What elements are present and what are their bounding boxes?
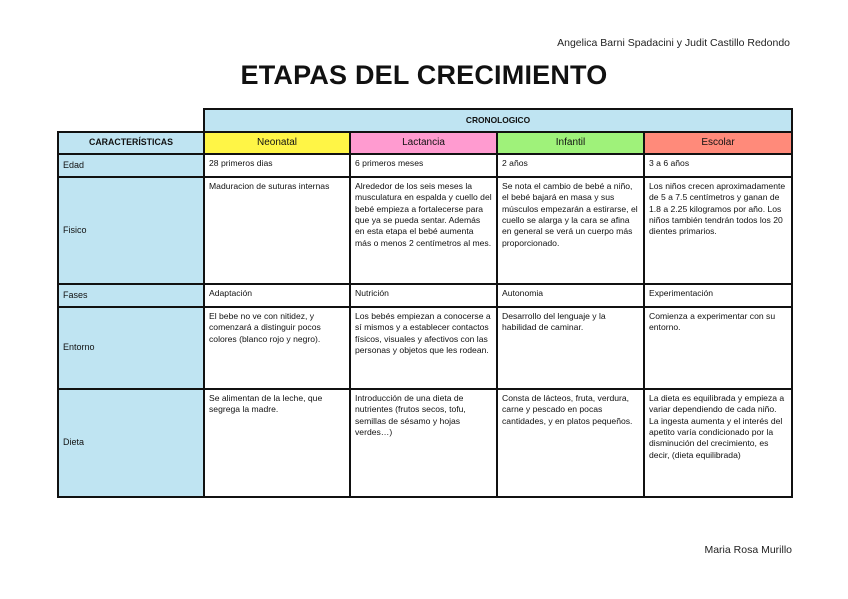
cell-edad-infantil: 2 años — [497, 154, 644, 177]
characteristics-header: CARACTERÍSTICAS — [58, 132, 204, 154]
cell-entorno-infantil: Desarrollo del lenguaje y la habilidad de caminar. — [497, 307, 644, 389]
stage-header-infantil: Infantil — [497, 132, 644, 154]
table-row — [58, 307, 792, 389]
table-row — [58, 154, 792, 177]
stage-header-lactancia: Lactancia — [350, 132, 497, 154]
row-label-edad: Edad — [58, 154, 204, 177]
cell-fases-escolar: Experimentación — [644, 284, 792, 307]
table-corner-blank — [58, 109, 204, 132]
cell-fisico-escolar: Los niños crecen aproximadamente de 5 a 7.5 centímetros y ganan de 1.8 a 2.25 kilogramos por año. Los niños también tendrán todos los 20 dientes primarios. — [644, 177, 792, 284]
cell-fisico-neonatal: Maduracion de suturas internas — [204, 177, 350, 284]
cell-edad-lactancia: 6 primeros meses — [350, 154, 497, 177]
cell-fases-lactancia: Nutrición — [350, 284, 497, 307]
group-header-cronologico: CRONOLOGICO — [204, 109, 792, 132]
cell-dieta-neonatal: Se alimentan de la leche, que segrega la madre. — [204, 389, 350, 497]
cell-dieta-escolar: La dieta es equilibrada y empieza a variar dependiendo de cada niño. La ingesta aumenta y el interés del apetito varía condicionado por la disminución del crecimiento, es decir, (dieta equilibrada) — [644, 389, 792, 497]
cell-fases-infantil: Autonomia — [497, 284, 644, 307]
cell-entorno-neonatal: El bebe no ve con nitidez, y comenzará a distinguir pocos colores (blanco rojo y negro). — [204, 307, 350, 389]
cell-entorno-lactancia: Los bebés empiezan a conocerse a sí mismos y a establecer contactos físicos, visuales y afectivos con las personas y objetos que les rodean. — [350, 307, 497, 389]
growth-stages-table — [57, 108, 793, 498]
cell-edad-escolar: 3 a 6 años — [644, 154, 792, 177]
row-label-fases: Fases — [58, 284, 204, 307]
row-label-entorno: Entorno — [58, 307, 204, 389]
cell-entorno-escolar: Comienza a experimentar con su entorno. — [644, 307, 792, 389]
cell-fisico-lactancia: Alrededor de los seis meses la musculatura en espalda y cuello del bebé empieza a fortalecerse para que ya se pueda sentar. Además en esta etapa el bebé aumenta más o menos 2 centímetros al mes. — [350, 177, 497, 284]
cell-dieta-lactancia: Introducción de una dieta de nutrientes (frutos secos, tofu, semillas de sésamo y hojas verdes…) — [350, 389, 497, 497]
cell-fases-neonatal: Adaptación — [204, 284, 350, 307]
row-label-fisico: Fisico — [58, 177, 204, 284]
table-row — [58, 284, 792, 307]
authors-text: Angelica Barni Spadacini y Judit Castillo Redondo — [557, 37, 790, 49]
stage-header-escolar: Escolar — [644, 132, 792, 154]
row-label-dieta: Dieta — [58, 389, 204, 497]
stage-header-neonatal: Neonatal — [204, 132, 350, 154]
cell-edad-neonatal: 28 primeros dias — [204, 154, 350, 177]
table-row — [58, 389, 792, 497]
cell-fisico-infantil: Se nota el cambio de bebé a niño, el bebé bajará en masa y sus músculos empezarán a estirarse, el cuello se alarga y la cara se afina en general se verá un cuerpo más proporcionado. — [497, 177, 644, 284]
table-row — [58, 177, 792, 284]
cell-dieta-infantil: Consta de lácteos, fruta, verdura, carne y pescado en pocas cantidades, y en platos pequeños. — [497, 389, 644, 497]
page-title: ETAPAS DEL CRECIMIENTO — [240, 60, 608, 90]
footer-author: Maria Rosa Murillo — [704, 544, 792, 556]
